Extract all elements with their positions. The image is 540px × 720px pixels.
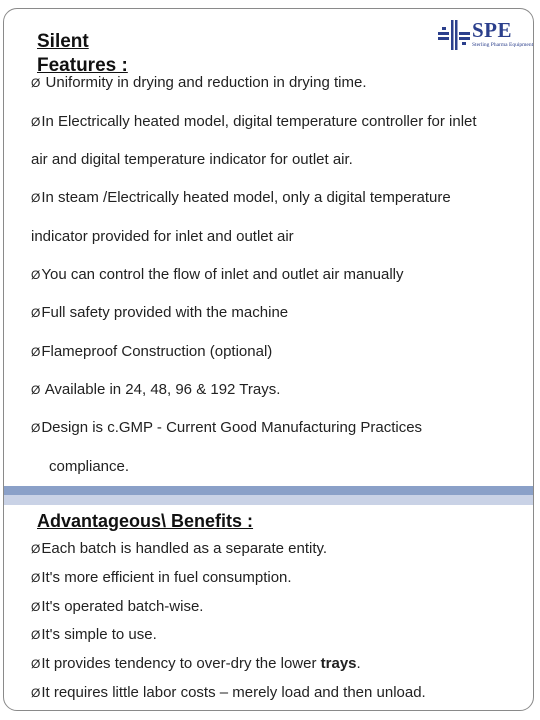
benefit-item: ØEach batch is handled as a separate entity. [31,540,328,557]
divider-band-dark [4,486,533,495]
bullet-arrow-icon: Ø [31,383,41,397]
feature-item: Ø Available in 24, 48, 96 & 192 Trays. [31,381,281,398]
bullet-arrow-icon: Ø [31,115,41,129]
feature-item: ØYou can control the flow of inlet and outlet air manually [31,266,404,283]
feature-item-continued: compliance. [49,458,130,475]
benefit-item: ØIt's simple to use. [31,626,157,643]
logo-mark-icon [438,18,470,54]
bullet-arrow-icon: Ø [31,345,41,359]
feature-item: Ø Uniformity in drying and reduction in drying time. [31,74,367,91]
bullet-arrow-icon: Ø [31,542,41,556]
feature-item-continued: air and digital temperature indicator for outlet air. [31,151,353,168]
benefit-item: ØIt provides tendency to over-dry the lower trays. [31,655,361,672]
emphasis-trays: trays [320,655,357,672]
bullet-arrow-icon: Ø [31,76,41,90]
feature-item: ØFlameproof Construction (optional) [31,343,273,360]
bullet-arrow-icon: Ø [31,421,41,435]
page-title [37,30,128,78]
bullet-arrow-icon: Ø [31,571,41,585]
title-line-1: Silent [37,31,89,52]
company-logo [438,18,534,54]
divider-band-light [4,495,533,505]
feature-item-continued: indicator provided for inlet and outlet air [31,228,294,245]
advantages-title: Advantageous\ Benefits : [37,511,254,531]
title-line-2: Features : [37,55,128,76]
bullet-arrow-icon: Ø [31,628,41,642]
feature-item: ØDesign is c.GMP - Current Good Manufacturing Practices [31,419,423,436]
benefit-item: ØIt's more efficient in fuel consumption. [31,569,292,586]
logo-brand: SPE [472,18,513,42]
feature-item: ØFull safety provided with the machine [31,304,289,321]
bullet-arrow-icon: Ø [31,600,41,614]
benefit-item: ØIt requires little labor costs – merely load and then unload. [31,684,426,701]
bullet-arrow-icon: Ø [31,686,41,700]
bullet-arrow-icon: Ø [31,657,41,671]
bullet-arrow-icon: Ø [31,306,41,320]
bullet-arrow-icon: Ø [31,191,41,205]
bullet-arrow-icon: Ø [31,268,41,282]
feature-item: ØIn steam /Electrically heated model, only a digital temperature [31,189,451,206]
benefit-item: ØIt's operated batch-wise. [31,598,204,615]
feature-item: ØIn Electrically heated model, digital temperature controller for inlet [31,113,477,130]
logo-tagline: Sterling Pharma Equipment [472,42,534,48]
